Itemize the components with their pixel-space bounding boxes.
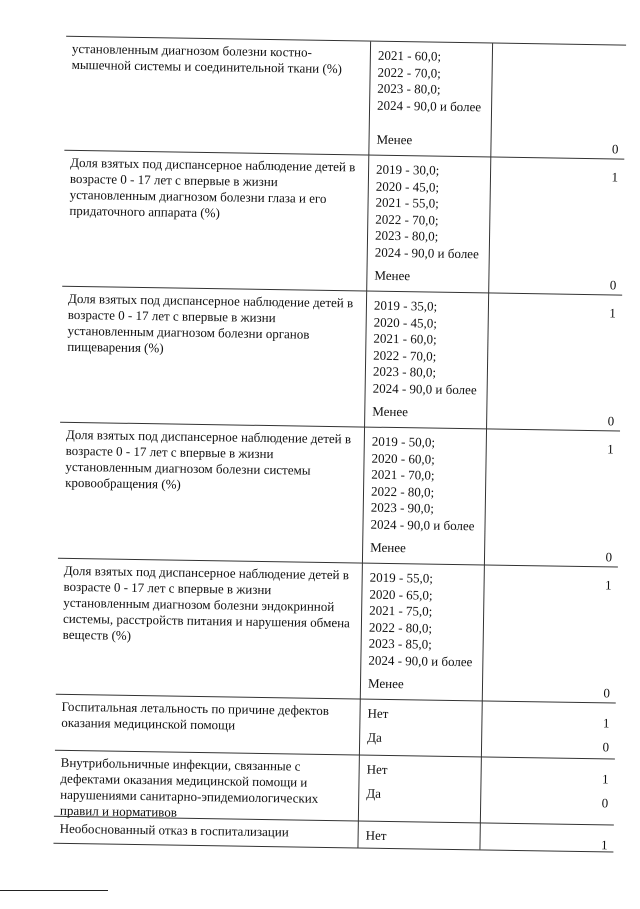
score-top: 1 [609,305,616,321]
table-row [64,36,626,160]
indicator-text: Госпитальная летальность по причине дефектов оказания медицинской помощи [61,698,330,733]
less-label: Менее [376,131,413,148]
option-no: Нет [366,761,388,777]
less-label: Менее [367,675,404,692]
less-label: Менее [370,539,406,556]
score-top: 1 [607,441,614,457]
targets-list: 2019 - 35,0; 2020 - 45,0; 2021 - 60,0; 2022 - 70,0; 2023 - 80,0; 2024 - 90,0 и более [372,297,477,397]
score-top: 1 [604,577,612,593]
table-row [58,422,620,568]
targets-list: 2021 - 60,0; 2022 - 70,0; 2023 - 80,0; 2024 - 90,0 и более [376,47,482,114]
score-less: 0 [609,277,617,293]
score-no: 1 [600,837,608,853]
indicator-text: Доля взятых под диспансерное наблюдение детей в возрасте 0 - 17 лет с впервые в жизни установленным диагнозом болезни органов пищеварения (%) [67,290,354,356]
table-row [54,750,615,826]
option-no: Нет [367,705,389,721]
score-yes: 0 [601,795,609,811]
indicator-text: Внутрибольничные инфекции, связанные с дефектами оказания медицинской помощи и нарушениями санитарно-эпидемиологических правил и нормативов [59,754,319,820]
indicator-text: Доля взятых под диспансерное наблюдение детей в возрасте 0 - 17 лет с впервые в жизни установленным диагнозом болезни эндокринной системы, расстройств питания и нарушения обмена веществ (%) [62,562,351,643]
indicator-text: Доля взятых под диспансерное наблюдение детей в возрасте 0 - 17 лет с впервые в жизни установленным диагнозом болезни системы кровообращения (%) [65,426,352,492]
score-less: 0 [611,141,619,157]
table-row [56,558,618,704]
less-label: Менее [372,403,409,420]
footnote-separator [0,890,108,891]
targets-list: 2019 - 55,0; 2020 - 65,0; 2021 - 75,0; 2022 - 80,0; 2023 - 85,0; 2024 - 90,0 и более [368,569,473,669]
targets-list: 2019 - 30,0; 2020 - 45,0; 2021 - 55,0; 2022 - 70,0; 2023 - 80,0; 2024 - 90,0 и более [374,161,479,261]
indicator-text: установленным диагнозом болезни костно-мышечной системы и соединительной ткани (%) [71,40,343,77]
indicator-text: Необоснованный отказ в госпитализации [59,820,289,840]
score-no: 1 [602,715,610,731]
option-no: Нет [365,827,387,843]
score-no: 1 [601,771,609,787]
option-yes: Да [366,785,382,801]
indicator-text: Доля взятых под диспансерное наблюдение детей в возрасте 0 - 17 лет с впервые в жизни установленным диагнозом болезни глаза и его придаточного аппарата (%) [69,154,356,221]
score-less: 0 [605,549,613,565]
targets-list: 2019 - 50,0; 2020 - 60,0; 2021 - 70,0; 2022 - 80,0; 2023 - 90,0; 2024 - 90,0 и более [370,433,475,533]
score-top: 1 [611,169,619,185]
option-yes: Да [367,729,382,745]
table-row [55,694,616,760]
score-less: 0 [607,413,615,429]
table-row [62,150,624,296]
score-less: 0 [603,685,611,701]
score-yes: 0 [602,739,610,755]
less-label: Менее [374,267,411,284]
table-row [60,286,622,432]
